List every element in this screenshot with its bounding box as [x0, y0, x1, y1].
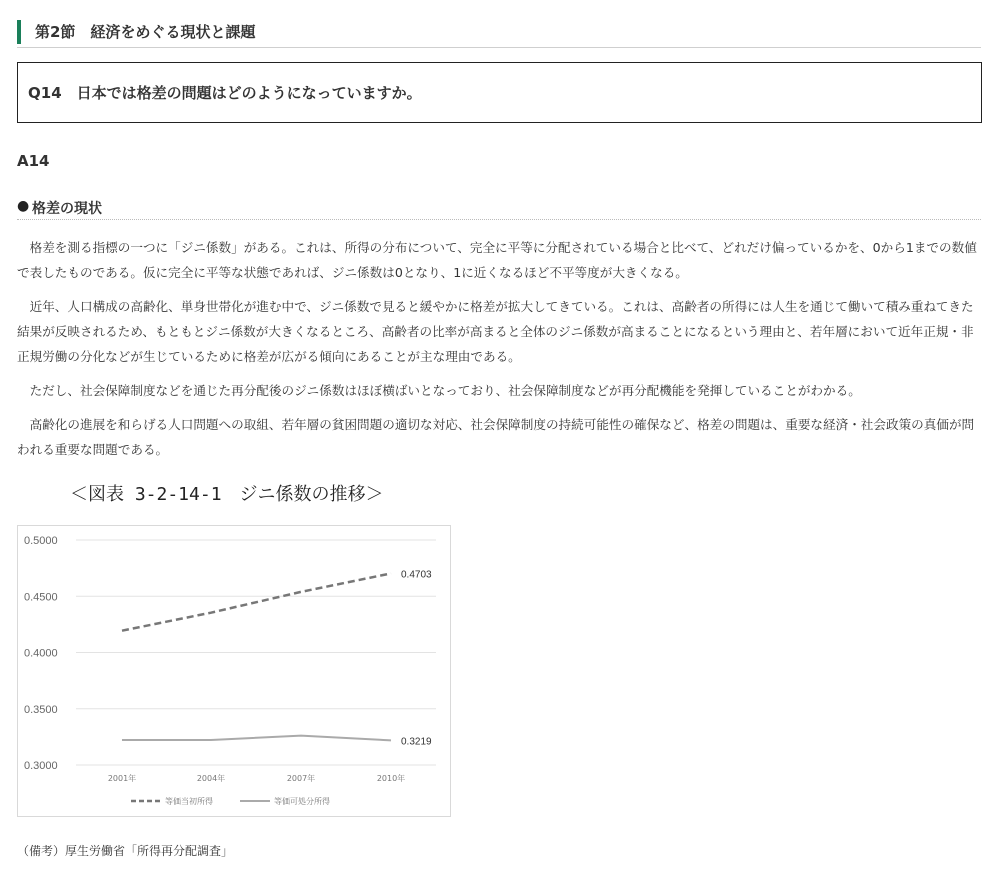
- x-tick-label: 2001年: [107, 774, 137, 783]
- y-tick-label: 0.3000: [24, 760, 58, 772]
- subheading-text: 格差の現状: [32, 201, 102, 217]
- paragraph-3: ただし、社会保障制度などを通じた再分配後のジニ係数はほぼ横ばいとなっており、社会保障制度などが再分配機能を発揮していることがわかる。: [29, 383, 861, 398]
- gini-chart: [17, 525, 451, 817]
- paragraph-1: 格差を測る指標の一つに「ジニ係数」がある。これは、所得の分布について、完全に平等に分配されている場合と比べて、どれだけ偏っているかを、0から1までの数値で表したものである。仮に完全に平等な状態であれば、ジニ係数は0となり、1に近くなるほど不平等度が大きくなる。: [17, 240, 977, 280]
- source-note: （備考）厚生労働省「所得再分配調査」: [17, 844, 234, 858]
- x-tick-label: 2004年: [196, 774, 226, 783]
- series-line-1: [122, 573, 391, 630]
- y-tick-label: 0.4500: [24, 591, 58, 604]
- x-tick-label: 2007年: [286, 774, 316, 783]
- x-tick-label: 2010年: [376, 774, 406, 783]
- legend-label: 等価可処分所得: [274, 797, 330, 806]
- y-tick-label: 0.5000: [24, 535, 58, 547]
- legend-label: 等価当初所得: [165, 797, 213, 806]
- answer-label: A14: [17, 152, 50, 170]
- section-title: 第2節 経済をめぐる現状と課題: [35, 23, 256, 41]
- question-box: [17, 62, 982, 123]
- figure-title: ＜図表 3-2-14-1 ジニ係数の推移＞: [70, 484, 384, 505]
- section-accent-bar: [17, 20, 21, 44]
- section-header: [17, 18, 981, 48]
- question-text: Q14 日本では格差の問題はどのようになっていますか。: [28, 84, 422, 102]
- data-label: 0.4703: [401, 569, 432, 581]
- chart-svg: [18, 526, 450, 816]
- series-line-2: [122, 736, 391, 741]
- paragraph-2: 近年、人口構成の高齢化、単身世帯化が進む中で、ジニ係数で見ると緩やかに格差が拡大してきている。これは、高齢者の所得には人生を通じて働いて積み重ねてきた結果が反映されるため、もともとジニ係数が大きくなるところ、高齢者の比率が高まると全体のジニ係数が高まることになるという理由と、若年層において近年正規・非正規労働の分化などが生じているために格差が広がる傾向にあることが主な理由である。: [17, 299, 974, 364]
- subheading: [17, 196, 981, 220]
- y-tick-label: 0.3500: [24, 703, 58, 716]
- paragraph-4: 高齢化の進展を和らげる人口問題への取組、若年層の貧困問題の適切な対応、社会保障制度の持続可能性の確保など、格差の問題は、重要な経済・社会政策の真価が問われる重要な問題である。: [17, 417, 975, 457]
- bullet-icon: ●: [17, 198, 30, 214]
- y-tick-label: 0.4000: [24, 647, 58, 660]
- data-label: 0.3219: [401, 736, 432, 748]
